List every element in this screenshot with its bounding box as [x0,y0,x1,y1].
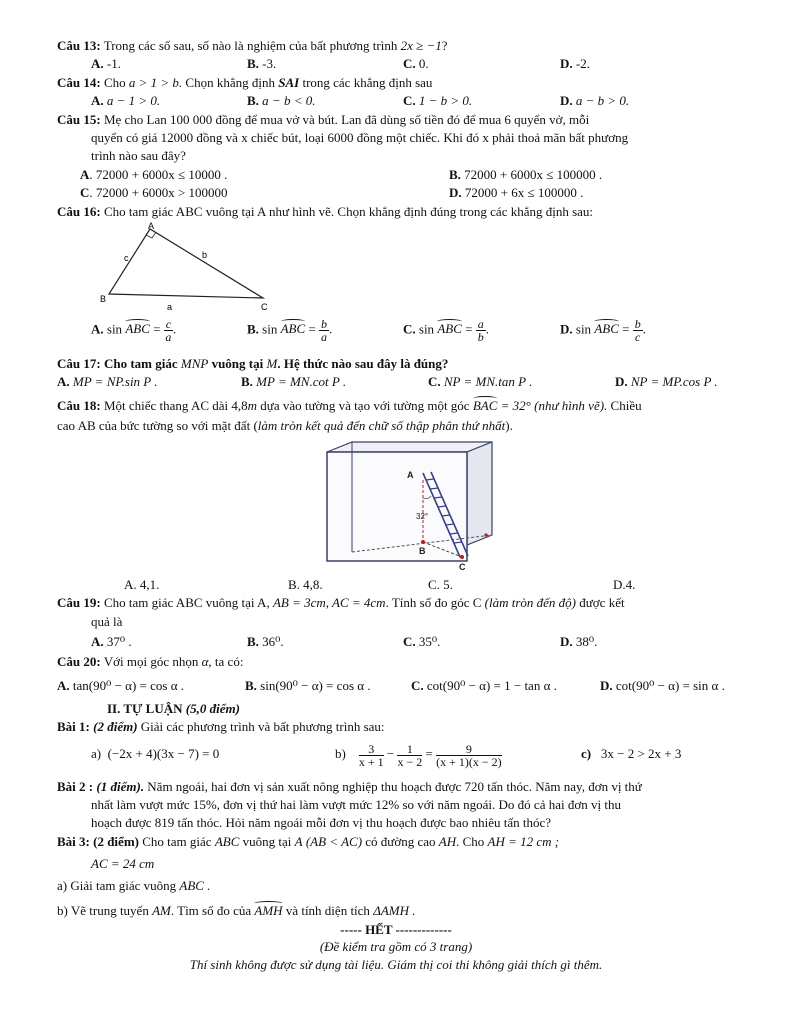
label-b: B [419,546,426,556]
q17-stem: Câu 17: Cho tam giác MNP vuông tại M. Hệ thức nào sau đây là đúng? [57,356,449,371]
point-c [460,555,464,559]
q19-option-c[interactable]: C. 35⁰. [403,634,441,649]
q14-sai: SAI [278,75,300,90]
point-b [421,540,425,544]
side-a: a [167,302,173,312]
q16-option-a[interactable]: A. sin ABC = $\frac{c}{a}$ . [91,317,177,344]
q14-condition: a > 1 > b. [128,75,183,90]
q18-line2: cao AB của bức tường so với mặt đất (làm tròn kết quả đến chữ số thập phân thứ nhất). [57,418,513,433]
q19-label: Câu 19: [57,595,101,610]
part2-heading: II. TỰ LUẬN (5,0 điểm) [107,701,240,716]
q19-option-b[interactable]: B. 36⁰. [247,634,284,649]
q20-stem: Câu 20: Với mọi góc nhọn α, ta có: [57,654,244,669]
q13-label: Câu 13: [57,38,101,53]
q18-option-b[interactable]: B. 4,8. [288,577,323,592]
q14-option-a[interactable]: A. a − 1 > 0. [91,93,161,108]
q14-option-c[interactable]: C. 1 − b > 0. [403,93,473,108]
label-c: C [459,562,466,572]
q19-line2: quả là [91,614,123,629]
bai3-line1: Bài 3: (2 điểm) Cho tam giác ABC vuông tại A (AB < AC) có đường cao AH. Cho AH = 12 cm ; [57,834,560,849]
q13-option-c[interactable]: C. 0. [403,56,429,71]
q20-option-a[interactable]: A. tan(90⁰ − α) = cos α . [57,678,185,693]
label-a: A [407,470,414,480]
q16-option-b[interactable]: B. sin ABC = $\frac{b}{a}$ . [247,317,333,344]
q13-option-a[interactable]: A. -1. [91,56,121,71]
q15-line3: trình nào sau đây? [91,148,186,163]
q15-option-b[interactable]: B. 72000 + 6000x ≤ 100000 . [449,167,603,182]
bai2-label: Bài 2 : [57,779,94,794]
q14-label: Câu 14: [57,75,101,90]
q18-option-a[interactable]: A. 4,1. [124,577,160,592]
bai3-label: Bài 3: [57,834,90,849]
bai1-label: Bài 1: [57,719,90,734]
q20-option-d[interactable]: D. cot(90⁰ − α) = sin α . [600,678,725,693]
q15-line2: quyển có giá 12000 đồng và x chiếc bút, loại 6000 đồng một chiếc. Khi đó x phải thoả mãn bất phương [91,130,629,145]
q15-option-c[interactable]: C. 72000 + 6000x > 100000 [80,185,228,200]
wall-corner-dot [484,533,487,536]
q20-option-b[interactable]: B. sin(90⁰ − α) = cos α . [245,678,371,693]
q17-option-b[interactable]: B. MP = MN.cot P . [241,374,347,389]
q14-stem: Câu 14: Cho a > 1 > b. Chọn khẳng định SAI trong các khẳng định sau [57,75,433,90]
bai3-ac: AC = 24 cm [91,856,155,871]
footer-note: Thí sinh không được sử dụng tài liệu. Giám thị coi thi không giải thích gì thêm. [189,957,603,972]
q18-line1: Câu 18: Một chiếc thang AC dài 4,8m dựa vào tường và tạo với tường một góc BAC = 32° (như hình vẽ). Chiều [57,398,642,413]
q16-option-d[interactable]: D. sin ABC = $\frac{b}{c}$ . [560,317,646,344]
q14-option-b[interactable]: B. a − b < 0. [247,93,316,108]
q15-option-a[interactable]: A. 72000 + 6000x ≤ 10000 . [80,167,228,182]
vertex-a: A [148,221,155,231]
q17-option-d[interactable]: D. NP = MP.cos P . [615,374,718,389]
q13-option-b[interactable]: B. -3. [247,56,277,71]
q14-option-d[interactable]: D. a − b > 0. [560,93,630,108]
footer-pages: (Đề kiểm tra gồm có 3 trang) [319,939,473,954]
bai1-part-a: a) (−2x + 4)(3x − 7) = 0 [91,746,220,761]
bai1-part-c: c) 3x − 2 > 2x + 3 [581,746,682,761]
vertex-b: B [100,294,107,304]
label-angle: 32° [416,512,429,521]
q19-option-a[interactable]: A. 37⁰ . [91,634,132,649]
vertex-c: C [261,302,268,312]
q17-option-a[interactable]: A. MP = NP.sin P . [57,374,158,389]
q13-ineq: 2x ≥ −1 [400,38,442,53]
side-b: b [202,250,208,260]
q19-option-d[interactable]: D. 38⁰. [560,634,598,649]
bai1-stem: Bài 1: (2 điểm) Giải các phương trình và bất phương trình sau: [57,719,385,734]
q17-option-c[interactable]: C. NP = MN.tan P . [428,374,533,389]
q18-option-d[interactable]: D.4. [613,577,636,592]
q19-line1: Câu 19: Cho tam giác ABC vuông tại A, AB = 3cm, AC = 4cm. Tính số đo góc C (làm tròn đến độ) được kết [57,595,625,610]
q16-option-c[interactable]: C. sin ABC = $\frac{a}{b}$ . [403,317,489,344]
q16-triangle-figure [95,220,275,315]
q15-line1: Câu 15: Mẹ cho Lan 100 000 đồng để mua vở và bút. Lan đã dùng số tiền đó để mua 6 quyển vở, mỗi [57,112,590,127]
q15-option-d[interactable]: D. 72000 + 6x ≤ 100000 . [449,185,584,200]
bai2-line1: Bài 2 : (1 điểm). Năm ngoái, hai đơn vị sản xuất nông nghiệp thu hoạch được 720 tấn thóc. Năm nay, đơn vị thứ [57,779,642,794]
q13-text: Trong các số sau, số nào là nghiệm của bất phương trình [103,38,398,53]
q18-ladder-figure [322,440,497,575]
q16-stem: Câu 16: Cho tam giác ABC vuông tại A như hình vẽ. Chọn khẳng định đúng trong các khẳng định sau: [57,204,594,219]
wall-side [467,442,492,545]
q15-label: Câu 15: [57,112,101,127]
bai2-line2: nhất làm vượt mức 15%, đơn vị thứ hai làm vượt mức 12% so với năm ngoái. Do đó cả hai đơn vị thu [91,797,621,812]
q20-label: Câu 20: [57,654,101,669]
bai1-part-b: b) $\frac{3}{x + 1}$ − $\frac{1}{x - 2}$ = $\frac{9}{(x + 1)(x - 2)}$ [335,741,502,769]
q17-label: Câu 17: [57,356,101,371]
q13-option-d[interactable]: D. -2. [560,56,590,71]
q16-label: Câu 16: [57,204,101,219]
bai2-line3: hoạch được 819 tấn thóc. Hỏi năm ngoái mỗi đơn vị thu hoạch được bao nhiêu tấn thóc? [91,815,551,830]
q20-option-c[interactable]: C. cot(90⁰ − α) = 1 − tan α . [411,678,557,693]
q13-stem: Câu 13: Trong các số sau, số nào là nghiệm của bất phương trình 2x ≥ −1? [57,38,448,53]
bai3-part-b: b) Vẽ trung tuyến AM. Tìm số đo của AMH và tính diện tích ΔAMH . [57,903,416,918]
q18-label: Câu 18: [57,398,101,413]
bai3-part-a: a) Giải tam giác vuông ABC . [57,878,211,893]
q18-option-c[interactable]: C. 5. [428,577,453,592]
footer-end: ----- HẾT ------------- [340,922,452,937]
triangle-abc [109,229,263,298]
side-c: c [124,253,129,263]
